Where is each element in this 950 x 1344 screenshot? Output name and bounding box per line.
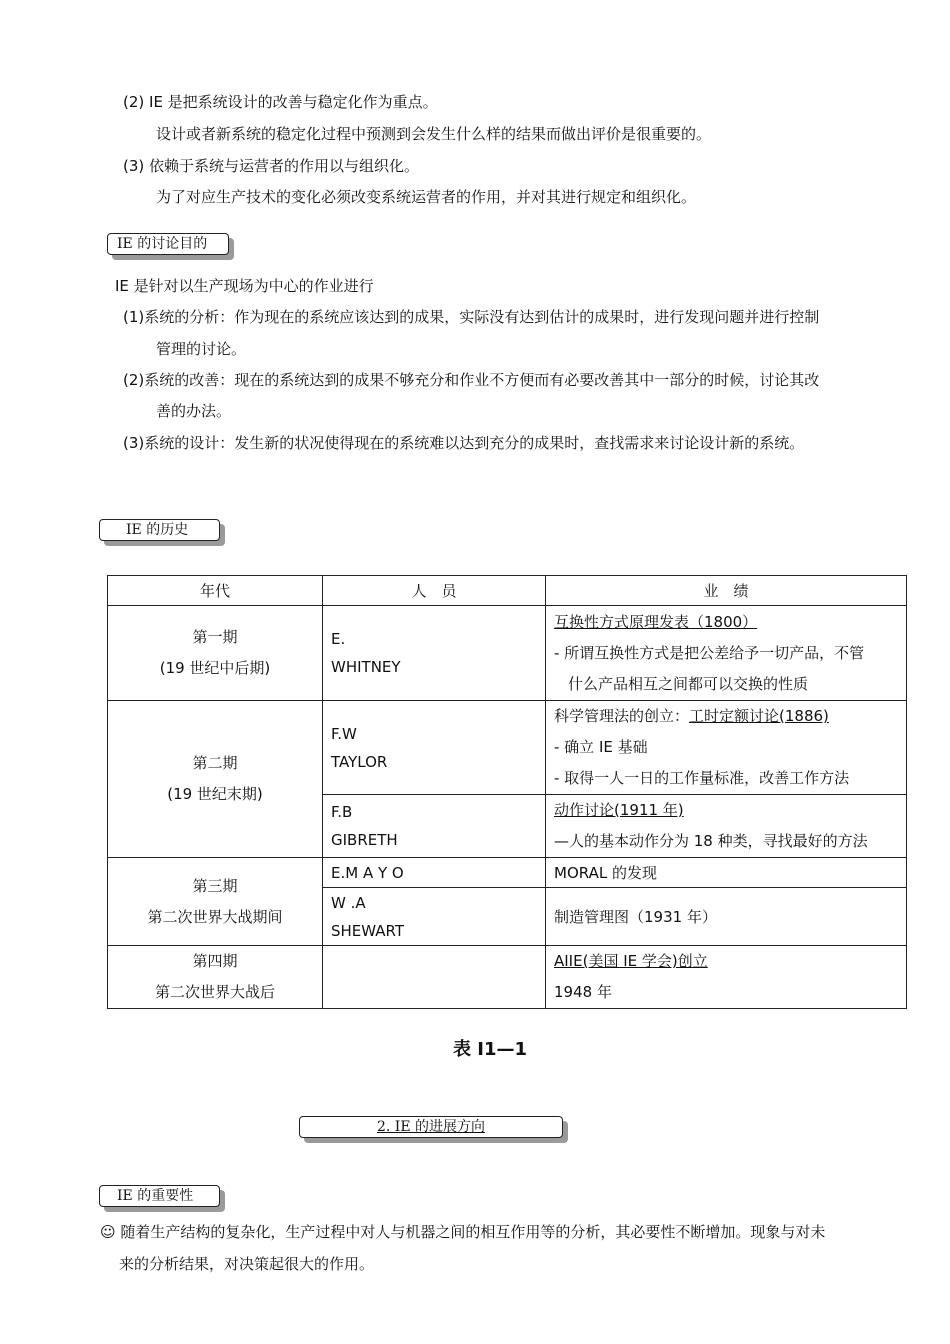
period-2-person-1 [323, 701, 546, 795]
table-caption: 表 I1—1 [452, 1039, 527, 1060]
period-2-ach-2-1: 动作讨论(1911 年) [554, 801, 684, 819]
section-tag-direction-label: 2. IE 的进展方向 [376, 1119, 485, 1135]
period-4-cell [108, 946, 323, 1009]
purpose-line-3: (2)系统的改善：现在的系统达到的成果不够充分和作业不方便而有必要改善其中一部分的时候，讨论其改 [123, 371, 820, 389]
period-1-cell [108, 606, 323, 701]
purpose-line-2: 管理的讨论。 [156, 340, 247, 358]
period-4-achievement [546, 946, 907, 1009]
table-row [108, 946, 907, 1009]
period-3-achievement-2 [546, 888, 907, 946]
section-tag-importance-label: IE 的重要性 [117, 1188, 194, 1204]
period-1-ach-1: 互换性方式原理发表（1800） [554, 612, 758, 631]
section-tag-history [99, 519, 220, 541]
period-2-person-1-a: F.W [331, 724, 357, 743]
period-1-person [323, 606, 546, 701]
period-2-ach-2-2: —人的基本动作分为 18 种类，寻找最好的方法 [554, 832, 868, 850]
section-tag-purpose-label: IE 的讨论目的 [117, 236, 208, 252]
period-3-person-2-a: W .A [331, 893, 366, 912]
intro-item-2: (2) IE 是把系统设计的改善与稳定化作为重点。 [123, 93, 438, 111]
period-2-achievement-1 [546, 701, 907, 795]
period-2-cell [108, 701, 323, 858]
period-1-range: (19 世纪中后期) [159, 659, 271, 677]
section-tag-importance [99, 1185, 220, 1207]
period-4-ach-1: AIIE(美国 IE 学会)创立 [554, 952, 708, 970]
period-2-person-1-b: TAYLOR [331, 752, 388, 771]
header-era: 年代 [108, 576, 323, 606]
period-2-person-2 [323, 795, 546, 858]
period-4-person [323, 946, 546, 1009]
table-row [108, 701, 907, 795]
period-3-name: 第三期 [192, 876, 238, 895]
section-tag-history-label: IE 的历史 [126, 522, 189, 538]
period-4-range: 第二次世界大战后 [154, 983, 275, 1001]
period-3-range: 第二次世界大战期间 [147, 907, 283, 926]
purpose-line-4: 善的办法。 [156, 402, 232, 420]
table-row [108, 858, 907, 888]
period-3-person-1-name: E.M A Y O [331, 863, 404, 882]
header-people: 人 员 [323, 576, 546, 606]
period-3-person-2 [323, 888, 546, 946]
period-1-person-a: E. [331, 630, 346, 648]
period-2-ach-1-2: - 确立 IE 基础 [554, 738, 648, 756]
purpose-lead: IE 是针对以生产现场为中心的作业进行 [115, 277, 374, 295]
period-3-achievement-1 [546, 858, 907, 888]
period-3-person-1 [323, 858, 546, 888]
period-2-person-2-b: GIBRETH [331, 831, 398, 849]
purpose-line-1: (1)系统的分析：作为现在的系统应该达到的成果，实际没有达到估计的成果时，进行发现问题并进行控制 [123, 308, 820, 326]
period-1-achievement [546, 606, 907, 701]
purpose-line-5: (3)系统的设计：发生新的状况使得现在的系统难以达到充分的成果时，查找需求来讨论设计新的系统。 [123, 434, 805, 452]
section-tag-direction [299, 1116, 563, 1138]
header-achievement: 业 绩 [546, 576, 907, 606]
history-table [107, 575, 907, 1009]
intro-item-2-detail: 设计或者新系统的稳定化过程中预测到会发生什么样的结果而做出评价是很重要的。 [156, 125, 712, 143]
period-2-range: (19 世纪末期) [167, 785, 263, 803]
period-2-ach-1-prefix: 科学管理法的创立： [554, 707, 690, 725]
period-3-ach-2: 制造管理图（1931 年） [554, 907, 717, 926]
period-2-ach-1-line [554, 701, 898, 732]
intro-item-3: (3) 依赖于系统与运营者的作用以与组织化。 [123, 157, 420, 175]
period-1-person-b: WHITNEY [331, 658, 401, 676]
period-2-name: 第二期 [192, 754, 238, 772]
period-1-ach-2: - 所谓互换性方式是把公差给予一切产品，不管 [554, 643, 865, 662]
period-2-ach-1-link: 工时定额讨论(1886) [689, 707, 829, 725]
period-2-person-2-a: F.B [331, 803, 353, 821]
table-header-row [108, 576, 907, 606]
period-3-ach-1: MORAL 的发现 [554, 863, 657, 882]
section-tag-purpose [107, 233, 229, 255]
intro-item-3-detail: 为了对应生产技术的变化必须改变系统运营者的作用，并对其进行规定和组织化。 [156, 188, 697, 206]
period-3-cell [108, 858, 323, 946]
period-1-name: 第一期 [192, 628, 238, 646]
period-4-name: 第四期 [192, 952, 238, 970]
importance-line-1: ☺ 随着生产结构的复杂化，生产过程中对人与机器之间的相互作用等的分析，其必要性不断增加。现象与对未 [100, 1223, 826, 1241]
period-2-achievement-2 [546, 795, 907, 858]
period-1-ach-3: 什么产品相互之间都可以交换的性质 [568, 674, 809, 693]
importance-line-2: 来的分析结果，对决策起很大的作用。 [119, 1255, 375, 1273]
period-3-person-2-b: SHEWART [331, 921, 405, 940]
table-row [108, 606, 907, 701]
period-4-ach-2: 1948 年 [554, 983, 612, 1001]
period-2-ach-1-3: - 取得一人一日的工作量标准，改善工作方法 [554, 769, 850, 787]
